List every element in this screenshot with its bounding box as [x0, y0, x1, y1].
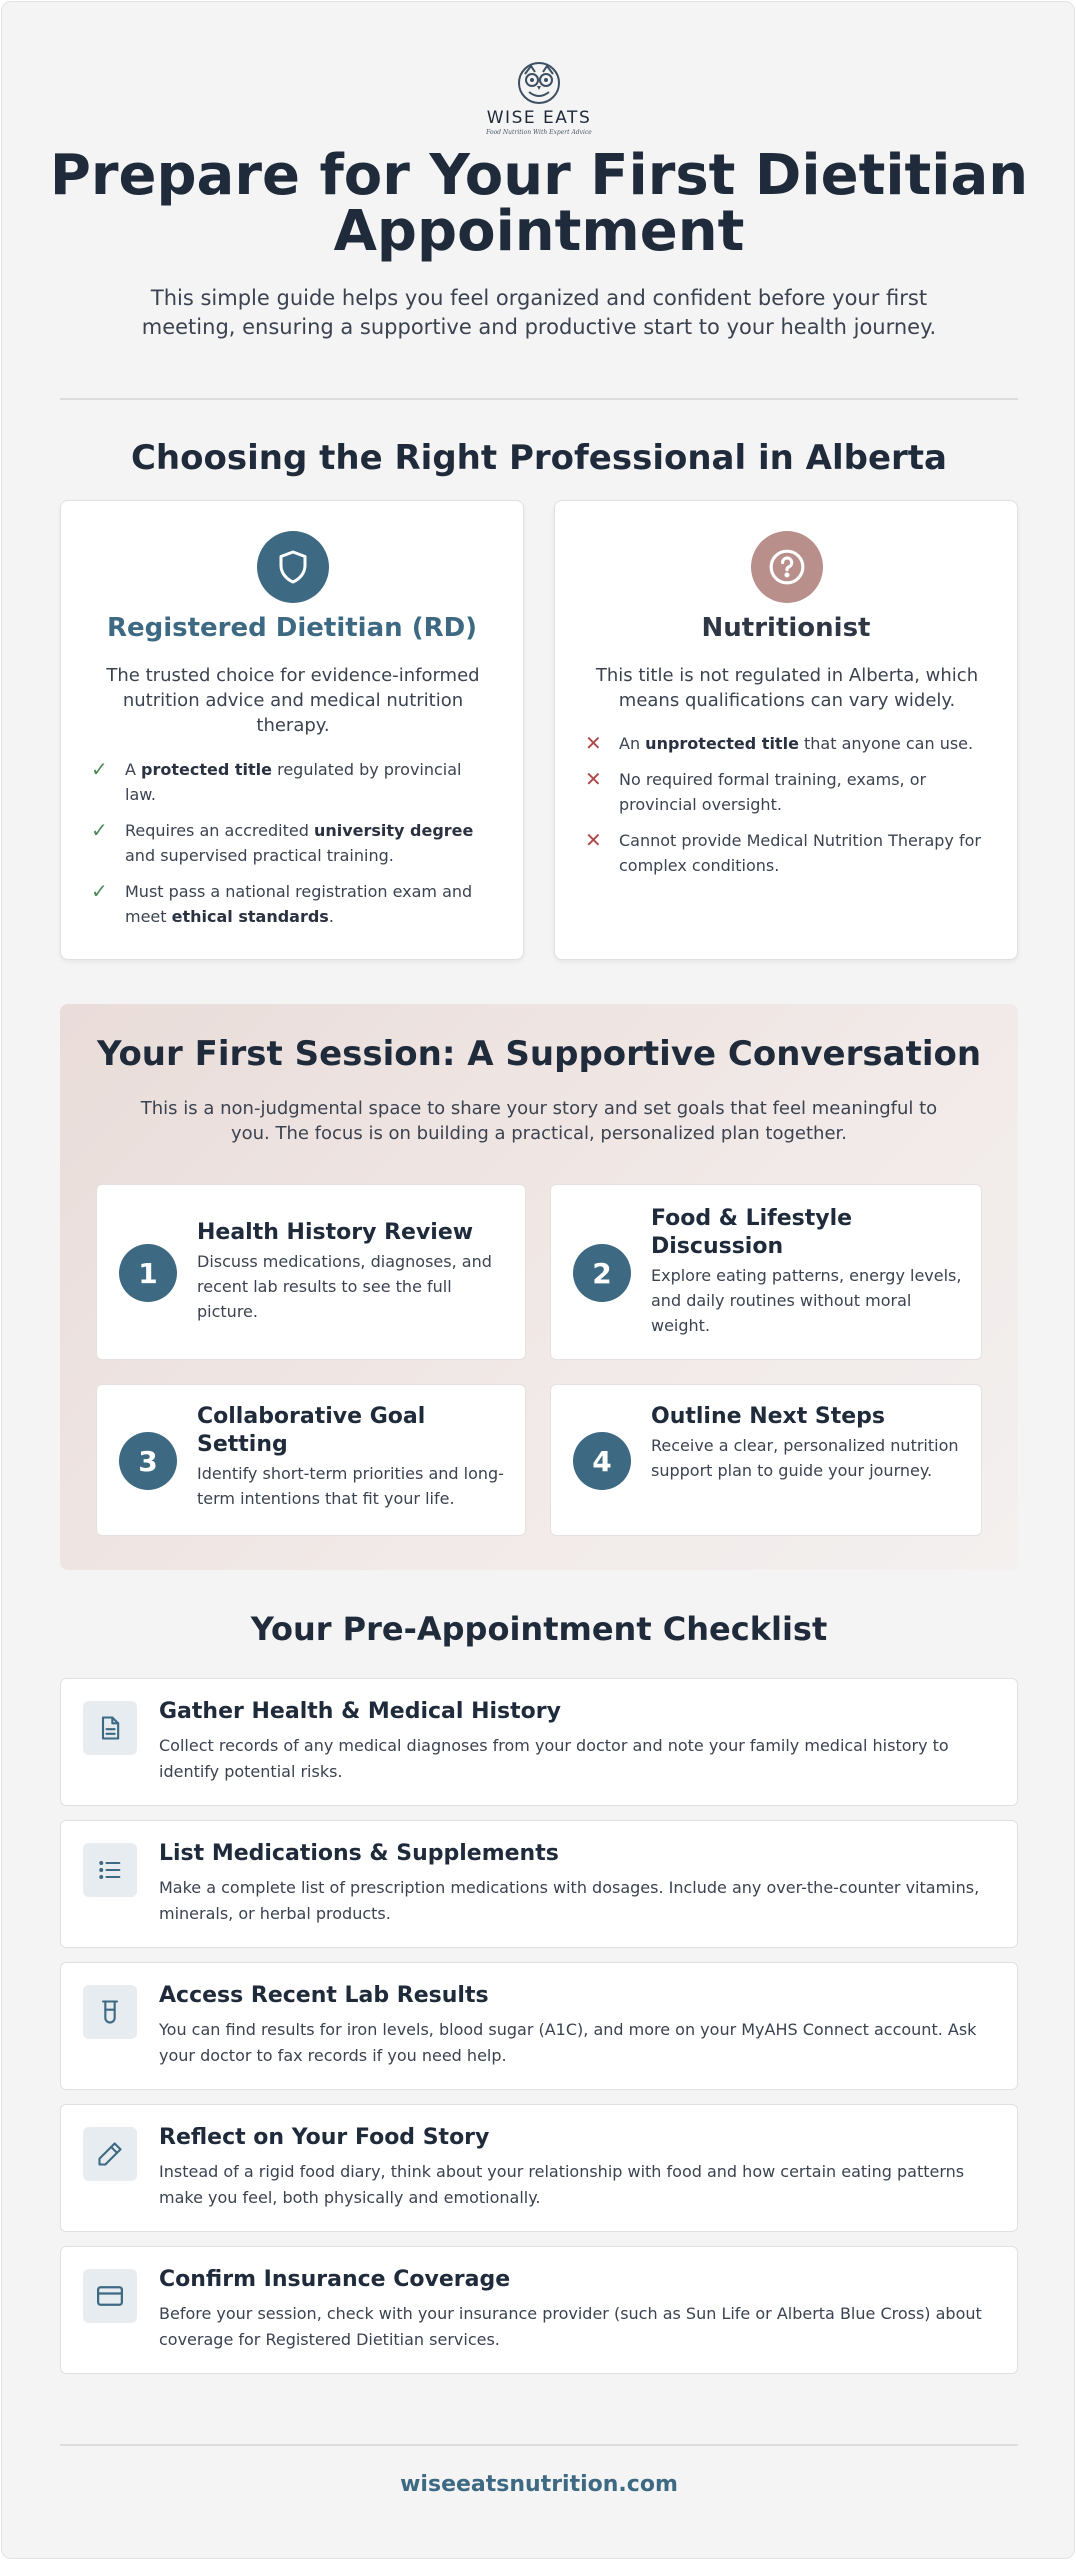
step-number: 3 [119, 1432, 177, 1490]
step-description: Discuss medications, diagnoses, and recent lab results to see the full picture. [197, 1252, 492, 1321]
cross-icon: ✕ [585, 731, 602, 755]
step-description: Explore eating patterns, energy levels, and daily routines without moral weight. [651, 1266, 962, 1335]
nutritionist-point: ✕ No required formal training, exams, or provincial oversight. [585, 767, 927, 814]
session-step [96, 1184, 526, 1360]
rd-point: ✓ Requires an accredited university degree and supervised practical training. [91, 818, 474, 865]
session-step [550, 1184, 982, 1360]
step-title: Food & Lifestyle Discussion [651, 1206, 853, 1259]
nutritionist-points [585, 731, 995, 878]
cross-icon: ✕ [585, 828, 602, 852]
owl-logo-icon [515, 60, 563, 106]
rd-description: The trusted choice for evidence-informed nutrition advice and medical nutrition therapy. [106, 665, 480, 736]
document-icon [83, 1701, 137, 1755]
step-description: Identify short-term priorities and long-term intentions that fit your life. [197, 1464, 504, 1508]
nutritionist-point: ✕ An unprotected title that anyone can use. [585, 731, 974, 755]
checklist-item-title: Gather Health & Medical History [159, 1699, 561, 1724]
brand-name: WISE EATS [486, 108, 592, 128]
beaker-icon [83, 1985, 137, 2039]
checklist-item-description: Make a complete list of prescription medications with dosages. Include any over-the-counter vitamins, minerals, or herbal products. [159, 1878, 980, 1923]
step-title: Outline Next Steps [651, 1404, 886, 1429]
brand-logo [2, 60, 1076, 136]
step-number: 1 [119, 1244, 177, 1302]
step-description: Receive a clear, personalized nutrition support plan to guide your journey. [651, 1436, 959, 1480]
checklist-item [60, 2104, 1018, 2232]
pencil-icon [83, 2127, 137, 2181]
question-circle-icon [751, 531, 823, 603]
checklist-heading: Your Pre-Appointment Checklist [250, 1610, 828, 1648]
check-icon: ✓ [91, 818, 108, 842]
page-title-line-1: Prepare for Your First Dietitian [49, 143, 1029, 208]
nutritionist-title: Nutritionist [701, 613, 871, 643]
page-title [42, 143, 1036, 264]
rd-point: ✓ A protected title regulated by provincial law. [91, 757, 462, 804]
page-subtitle: This simple guide helps you feel organized and confident before your first meeting, ensuring a supportive and productive start to your health journey. [141, 286, 937, 339]
step-title: Collaborative Goal Setting [197, 1404, 426, 1457]
brand-tagline: Food Nutrition With Expert Advice [486, 129, 592, 136]
checklist-item-description: Collect records of any medical diagnoses from your doctor and note your family medical history to identify potential risks. [159, 1736, 949, 1781]
check-icon: ✓ [91, 757, 108, 781]
cross-icon: ✕ [585, 767, 602, 791]
rd-points [91, 757, 495, 929]
rd-point: ✓ Must pass a national registration exam and meet ethical standards. [91, 879, 473, 926]
step-title: Health History Review [197, 1220, 474, 1245]
rd-title: Registered Dietitian (RD) [106, 613, 478, 643]
nutritionist-card [554, 500, 1018, 960]
checklist-item [60, 1678, 1018, 1806]
checklist-item-title: Reflect on Your Food Story [159, 2125, 490, 2150]
first-session-section [60, 1004, 1018, 1570]
checklist-item [60, 1820, 1018, 1948]
checklist-item-description: Instead of a rigid food diary, think about your relationship with food and how certain eating patterns make you feel, both physically and emotionally. [159, 2162, 965, 2207]
rd-card [60, 500, 524, 960]
checklist-item-title: List Medications & Supplements [159, 1841, 559, 1866]
footer-divider [60, 2444, 1018, 2446]
shield-icon [257, 531, 329, 603]
session-title: Your First Session: A Supportive Conversation [96, 1034, 982, 1074]
divider [60, 398, 1018, 400]
page-title-line-2: Appointment [333, 199, 745, 264]
nutritionist-point: ✕ Cannot provide Medical Nutrition Therapy for complex conditions. [585, 828, 981, 875]
checklist-item-title: Confirm Insurance Coverage [159, 2267, 511, 2292]
infographic-page [1, 1, 1075, 2559]
checklist-item [60, 1962, 1018, 2090]
checklist-item-title: Access Recent Lab Results [159, 1983, 489, 2008]
nutritionist-description: This title is not regulated in Alberta, which means qualifications can vary widely. [595, 665, 979, 711]
session-subtitle: This is a non-judgmental space to share your story and set goals that feel meaningful to you. The focus is on building a practical, personalized plan together. [140, 1098, 938, 1144]
session-step [96, 1384, 526, 1536]
professionals-heading: Choosing the Right Professional in Alberta [130, 438, 948, 478]
step-number: 4 [573, 1432, 631, 1490]
credit-card-icon [83, 2269, 137, 2323]
checklist-item-description: Before your session, check with your insurance provider (such as Sun Life or Alberta Blue Cross) about coverage for Registered Dietitian services. [159, 2304, 982, 2349]
step-number: 2 [573, 1244, 631, 1302]
session-step [550, 1384, 982, 1536]
list-icon [83, 1843, 137, 1897]
check-icon: ✓ [91, 879, 108, 903]
checklist-item-description: You can find results for iron levels, blood sugar (A1C), and more on your MyAHS Connect account. Ask your doctor to fax records if you need help. [159, 2020, 977, 2065]
website-link[interactable]: wiseeatsnutrition.com [400, 2472, 678, 2497]
checklist-item [60, 2246, 1018, 2374]
